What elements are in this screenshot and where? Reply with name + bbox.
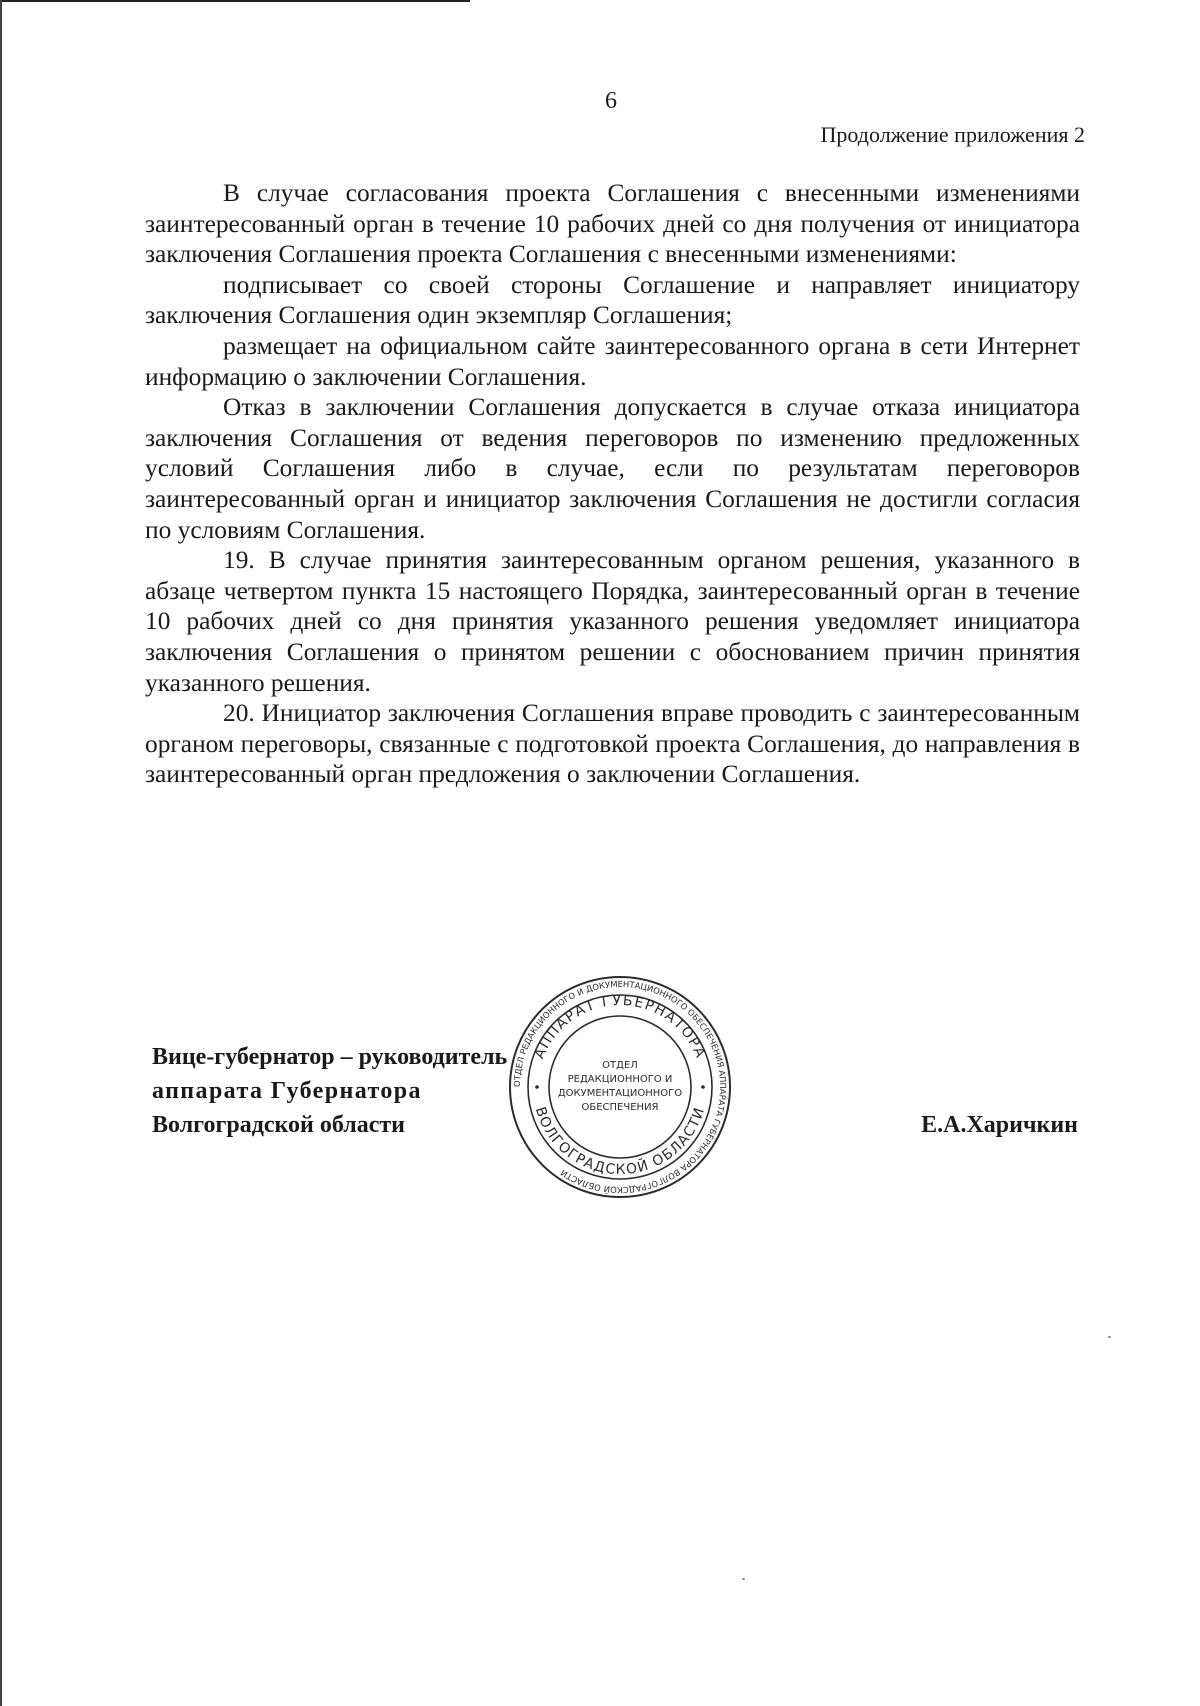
stamp-center-line: ОТДЕЛ <box>602 1060 638 1071</box>
stamp-middle-ring-bottom: ВОЛГОГРАДСКОЙ ОБЛАСТИ <box>531 1105 709 1179</box>
signatory-position <box>152 1040 507 1142</box>
scan-edge-top <box>0 0 470 2</box>
scan-speck <box>1108 1336 1111 1338</box>
running-header: Продолжение приложения 2 <box>820 122 1085 147</box>
paragraph: 19. В случае принятия заинтересованным органом решения, указанного в абзаце четвертом пункта 15 настоящего Порядка, заинтересованный орган в течение 10 рабочих дней со дня принятия указанного решения уведомляет инициатора заключения Соглашения о принятом решении с обоснованием причин принятия указанного решения. <box>145 546 1080 697</box>
document-body <box>145 178 1080 790</box>
paragraph: подписывает со своей стороны Соглашение и направляет инициатору заключения Соглашения один экземпляр Соглашения; <box>145 270 1080 330</box>
stamp-outer-ring-text: ОТДЕЛ РЕДАКЦИОННОГО И ДОКУМЕНТАЦИОННОГО ОБЕСПЕЧЕНИЯ АППАРАТА ГУБЕРНАТОРА ВОЛГОГРАДСКОЙ ОБЛАСТИ <box>511 978 729 1196</box>
paragraph: 20. Инициатор заключения Соглашения вправе проводить с заинтересованным органом переговоры, связанные с подготовкой проекта Соглашения, до направления в заинтересованный орган предложения о заключении Соглашения. <box>145 699 1080 789</box>
signatory-position-line: аппарата Губернатора <box>152 1078 422 1104</box>
official-stamp <box>505 972 735 1202</box>
page-number: 6 <box>605 88 617 114</box>
scan-edge-left <box>0 0 2 1706</box>
stamp-center-line: ОБЕСПЕЧЕНИЯ <box>581 1102 659 1113</box>
paragraph: размещает на официальном сайте заинтересованного органа в сети Интернет информацию о заключении Соглашения. <box>145 331 1080 391</box>
signatory-position-line: Вице-губернатор – руководитель <box>152 1044 508 1070</box>
signatory-name: Е.А.Харичкин <box>921 1112 1078 1138</box>
paragraph: В случае согласования проекта Соглашения с внесенными изменениями заинтересованный орган в течение 10 рабочих дней со дня получения от инициатора заключения Соглашения проекта Соглашения с внесенными изменениями: <box>145 179 1080 269</box>
scan-speck <box>742 1578 745 1580</box>
stamp-center-line: РЕДАКЦИОННОГО И <box>567 1074 673 1085</box>
signatory-position-line: Волгоградской области <box>152 1112 405 1138</box>
stamp-center-line: ДОКУМЕНТАЦИОННОГО <box>557 1088 683 1099</box>
paragraph: Отказ в заключении Соглашения допускается в случае отказа инициатора заключения Соглашения от ведения переговоров по изменению предложенных условий Соглашения либо в случае, если по результатам переговоров заинтересованный орган и инициатор заключения Соглашения не достигли согласия по условиям Соглашения. <box>145 393 1080 544</box>
stamp-middle-ring-top: АППАРАТ ГУБЕРНАТОРА <box>531 992 709 1062</box>
